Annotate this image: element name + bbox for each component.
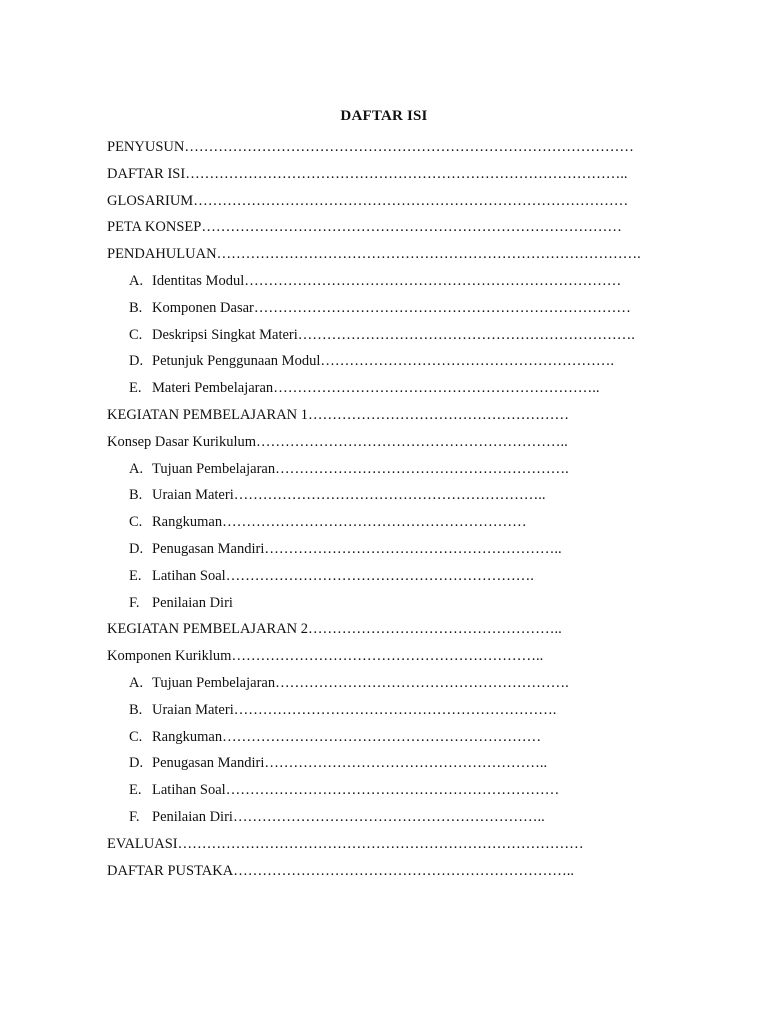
toc-entry [107, 188, 667, 215]
toc-entry-label: Komponen Kuriklum [107, 648, 232, 665]
toc-subentry [107, 590, 667, 617]
toc-entry-label: Rangkuman [152, 514, 223, 531]
toc-entry-leader: ……………………………………………………….. [256, 433, 568, 450]
toc-subentry [107, 724, 667, 751]
toc-subentry [107, 563, 667, 590]
toc-entry-leader: ……………………………………………… [308, 406, 570, 423]
toc-entry-label: DAFTAR PUSTAKA [107, 862, 234, 879]
toc-entry-leader: …………………………………………………………………………… [201, 219, 622, 236]
toc-entry-leader: ………………………………………………………………………………… [184, 139, 634, 155]
toc-entry-leader: …………………………………………………………………… [244, 272, 622, 289]
toc-entry-label: Komponen Dasar [152, 299, 254, 316]
toc-entry-leader: ………………………………………………………. [225, 567, 534, 584]
toc-entry-label: Uraian Materi [152, 701, 234, 718]
toc-entry-leader: …………………………………………………………… [225, 782, 560, 799]
toc-entry-leader: …………………………………………………………………… [253, 299, 631, 316]
toc-entry-marker: E. [129, 782, 142, 799]
toc-entry [107, 831, 667, 858]
toc-entry-label: Konsep Dasar Kurikulum [107, 433, 257, 450]
toc-entry-marker: F. [129, 594, 140, 611]
toc-subentry [107, 268, 667, 295]
toc-entry [107, 616, 667, 643]
toc-entry-leader: ……………………………………………………. [320, 353, 614, 370]
toc-entry-marker: B. [129, 299, 143, 316]
toc-entry-leader: ……………………………………………………….. [233, 487, 546, 504]
toc-entry-leader: ……………………………………………………………………………… [193, 192, 629, 209]
toc-subentry [107, 456, 667, 483]
toc-entry-marker: D. [129, 353, 144, 370]
toc-entry-leader: ………………………………………………….. [264, 755, 548, 772]
toc-entry-marker: A. [129, 272, 144, 289]
toc-entry-leader: …………………………………………………………….. [233, 862, 574, 879]
toc-entry-label: Deskripsi Singkat Materi [152, 326, 298, 343]
toc-entry-label: Penugasan Mandiri [152, 540, 265, 557]
toc-entry-label: PETA KONSEP [107, 219, 202, 236]
toc-entry-leader: ……………………………………………………………. [297, 326, 635, 343]
toc-entry-leader: …………………………………………………….. [264, 540, 562, 557]
toc-entry [107, 161, 667, 188]
toc-entry-marker: A. [129, 460, 144, 477]
toc-entry-leader: ……………………………………………………… [222, 514, 527, 531]
toc-entry [107, 858, 667, 885]
toc-entry-label: Uraian Materi [152, 487, 234, 504]
toc-entry-leader: ……………………………………………………………………………. [216, 246, 641, 263]
toc-entry-marker: B. [129, 701, 143, 718]
toc-entry-label: KEGIATAN PEMBELAJARAN 1 [107, 406, 309, 423]
toc-entry-label: Materi Pembelajaran [152, 380, 274, 397]
toc-entry-marker: B. [129, 487, 143, 504]
toc-entry [107, 241, 667, 268]
toc-entry-marker: F. [129, 808, 140, 825]
toc-subentry [107, 348, 667, 375]
toc-subentry [107, 697, 667, 724]
toc-entry [107, 643, 667, 670]
toc-entry-leader: ………………………………………………………………………… [177, 835, 584, 852]
toc-entry-label: DAFTAR ISI [107, 165, 186, 182]
toc-entry-label: Tujuan Pembelajaran [152, 460, 276, 477]
toc-entry-leader: …………………………………………….. [308, 621, 562, 638]
toc-entry-label: Latihan Soal [152, 567, 226, 584]
toc-entry [107, 429, 667, 456]
toc-subentry [107, 536, 667, 563]
toc-entry-leader: ……………………………………………………. [275, 674, 569, 691]
toc-entry-label: Identitas Modul [152, 272, 245, 289]
toc-entry [107, 134, 667, 161]
toc-entry-label: KEGIATAN PEMBELAJARAN 2 [107, 621, 309, 638]
toc-subentry [107, 322, 667, 349]
toc-entry-label: PENDAHULUAN [107, 246, 217, 263]
toc-entry-leader: ……………………………………………………. [275, 460, 569, 477]
toc-entry-leader: ………………………………………………………… [222, 728, 542, 745]
toc-entry-label: Penugasan Mandiri [152, 755, 265, 772]
toc-entry-label: Latihan Soal [152, 782, 226, 799]
toc-title: DAFTAR ISI [340, 108, 428, 124]
toc-entry [107, 402, 667, 429]
toc-subentry [107, 482, 667, 509]
toc-entry-label: PENYUSUN [107, 139, 185, 155]
toc-entry-leader: ……………………………………………………………………………….. [185, 165, 628, 182]
toc-entry-label: GLOSARIUM [107, 192, 194, 209]
toc-entry-marker: D. [129, 540, 144, 557]
toc-entry-marker: C. [129, 326, 143, 343]
toc-entry-marker: A. [129, 674, 144, 691]
toc-entry-leader: ……………………………………………………….. [231, 648, 544, 665]
toc-subentry [107, 777, 667, 804]
toc-entry-leader: …………………………………………………………. [233, 701, 557, 718]
toc-entry [107, 214, 667, 241]
toc-subentry [107, 670, 667, 697]
toc-subentry [107, 804, 667, 831]
toc-entry-marker: E. [129, 567, 142, 584]
toc-subentry [107, 750, 667, 777]
toc-entry-label: Tujuan Pembelajaran [152, 674, 276, 691]
toc-entry-label: EVALUASI [107, 835, 178, 852]
toc-entry-label: Petunjuk Penggunaan Modul [152, 353, 321, 370]
toc-entry-leader: ……………………………………………………….. [232, 808, 545, 825]
toc-list [107, 134, 667, 884]
toc-subentry [107, 375, 667, 402]
toc-entry-label: Penilaian Diri [152, 808, 233, 825]
toc-subentry [107, 509, 667, 536]
toc-entry-marker: E. [129, 380, 142, 397]
toc-entry-label: Rangkuman [152, 728, 223, 745]
toc-subentry [107, 295, 667, 322]
toc-entry-label: Penilaian Diri [152, 594, 233, 611]
toc-entry-marker: C. [129, 514, 143, 531]
toc-entry-leader: ………………………………………………………….. [273, 380, 600, 397]
toc-entry-marker: C. [129, 728, 143, 745]
toc-entry-marker: D. [129, 755, 144, 772]
